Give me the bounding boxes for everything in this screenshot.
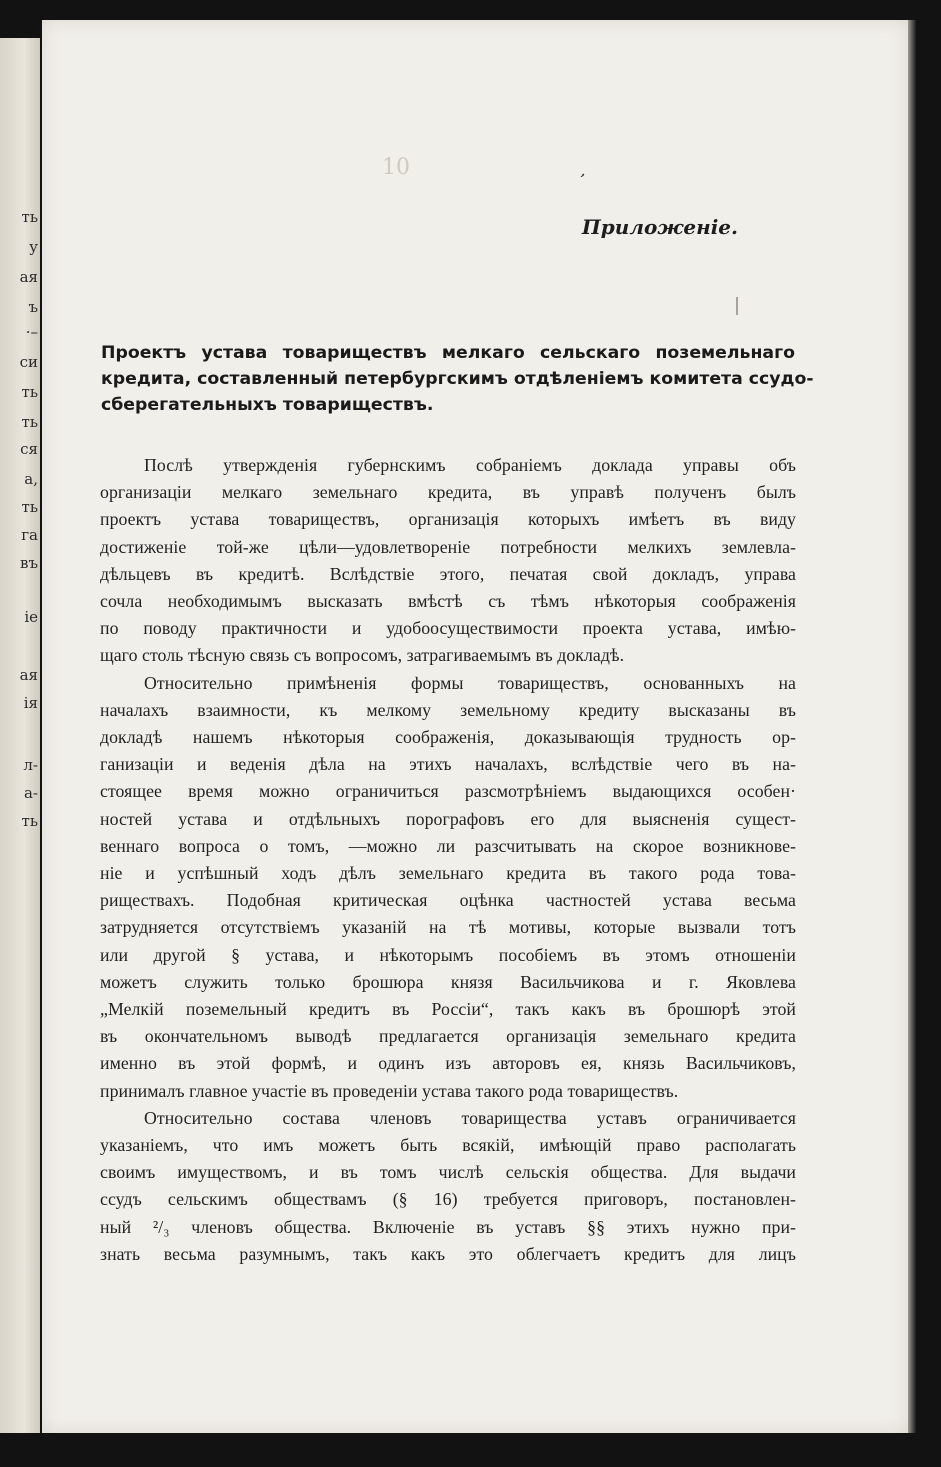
adjacent-page-fragment: ·– <box>25 323 38 341</box>
text-line: сочла необходимымъ высказать вмѣстѣ съ тѣмъ нѣкоторыя соображенія <box>100 591 796 612</box>
title-line: Проектъ устава товариществъ мелкаго сельскаго поземельнаго <box>101 343 795 363</box>
text-line: веннаго вопроса о томъ, —можно ли разсчитывать на скорое возникнове- <box>100 835 796 856</box>
text-line: принималъ главное участіе въ проведеніи устава такого рода товариществъ. <box>100 1080 679 1101</box>
adjacent-page-fragment: а- <box>23 784 38 802</box>
text-line: указаніемъ, что имъ можетъ быть всякій, имѣющій право располагать <box>100 1135 796 1156</box>
adjacent-page-edge <box>0 38 40 1433</box>
adjacent-page-fragment: ть <box>21 498 38 516</box>
text-line: въ окончательномъ выводѣ предлагается организація земельнаго кредита <box>100 1026 796 1047</box>
text-line: проектъ устава товариществъ, организація которыхъ имѣетъ въ виду <box>100 509 796 530</box>
adjacent-page-fragment: ть <box>21 383 38 401</box>
adjacent-page-fragment: въ <box>20 554 38 572</box>
page-edge-shadow <box>908 20 916 1433</box>
text-line: Относительно состава членовъ товарищества уставъ ограничивается <box>144 1107 796 1128</box>
body-text <box>100 452 796 1268</box>
adjacent-page-fragment: ая <box>19 666 38 684</box>
text-line: по поводу практичности и удобоосуществимости проекта устава, имѣю- <box>100 618 796 639</box>
page-number: 10 <box>382 155 410 180</box>
text-line: щаго столь тѣсную связь съ вопросомъ, затрагиваемымъ въ докладѣ. <box>100 645 625 666</box>
text-line: достиженіе той-же цѣли—удовлетвореніе потребности мелкихъ землевла- <box>100 536 796 557</box>
page-header-appendix: Приложеніе. <box>581 215 738 239</box>
document-page <box>42 20 908 1433</box>
ink-mark: ʼ <box>574 169 587 190</box>
adjacent-page-fragment: ся <box>20 440 38 458</box>
adjacent-page-fragment: ая <box>19 268 38 286</box>
adjacent-page-fragment: ть <box>21 812 38 830</box>
text-line: стоящее время можно ограничиться разсмотрѣніемъ выдающихся особен· <box>100 781 796 802</box>
paragraph <box>100 452 796 670</box>
title-line: кредита, составленный петербургскимъ отдѣленіемъ комитета ссудо- <box>101 369 814 389</box>
adjacent-page-fragment: а, <box>24 470 38 488</box>
text-line: докладѣ нашемъ нѣкоторыя соображенія, доказывающія трудность ор- <box>100 727 796 748</box>
adjacent-page-fragment: у <box>29 238 38 256</box>
text-line: Относительно примѣненія формы товариществъ, основанныхъ на <box>144 672 796 693</box>
adjacent-page-fragment: іе <box>24 608 38 626</box>
text-line: ніе и успѣшный ходъ дѣлъ земельнаго кредита въ такого рода това- <box>100 863 796 884</box>
text-line: ссудъ сельскимъ обществамъ (§ 16) требуется приговоръ, постановлен- <box>100 1189 796 1210</box>
adjacent-page-fragment: л- <box>23 756 38 774</box>
text-line: Послѣ утвержденія губернскимъ собраніемъ доклада управы объ <box>144 455 796 475</box>
text-line: или другой § устава, и нѣкоторымъ пособіемъ въ этомъ отношеніи <box>100 944 796 965</box>
adjacent-page-fragment: га <box>21 526 38 544</box>
margin-mark <box>736 297 738 315</box>
text-line: затрудняется отсутствіемъ указаній на тѣ мотивы, которые вызвали тотъ <box>100 917 796 938</box>
text-line: можетъ служить только брошюра князя Васильчикова и г. Яковлева <box>100 971 796 992</box>
text-line: ганизаціи и веденія дѣла на этихъ началахъ, вслѣдствіе чего въ на- <box>100 754 796 775</box>
adjacent-page-fragment: ъ <box>28 298 38 316</box>
adjacent-page-fragment: си <box>19 353 38 371</box>
adjacent-page-fragment: ія <box>23 694 38 712</box>
text-line: риществахъ. Подобная критическая оцѣнка частностей устава весьма <box>100 890 796 911</box>
paragraph <box>100 670 796 1105</box>
text-line: „Мелкій поземельный кредитъ въ Россіи“, такъ какъ въ брошюрѣ этой <box>100 999 796 1020</box>
text-line: знать весьма разумнымъ, такъ какъ это облегчаетъ кредитъ для лицъ <box>100 1243 796 1264</box>
title-line: сберегательныхъ товариществъ. <box>101 395 434 415</box>
section-title <box>101 340 814 418</box>
text-line: началахъ взаимности, къ мелкому земельному кредиту высказаны въ <box>100 699 796 720</box>
text-line: организаціи мелкаго земельнаго кредита, въ управѣ полученъ былъ <box>100 482 796 503</box>
text-line: ностей устава и отдѣльныхъ порографовъ его для выясненія сущест- <box>100 808 796 829</box>
text-line: дѣльцевъ въ кредитѣ. Вслѣдствіе этого, печатая свой докладъ, управа <box>100 563 796 584</box>
paragraph <box>100 1105 796 1268</box>
text-line: своимъ имуществомъ, и въ томъ числѣ сельскія общества. Для выдачи <box>100 1162 796 1183</box>
adjacent-page-fragment: ть <box>21 413 38 431</box>
text-line: именно въ этой формѣ, и одинъ изъ авторовъ ея, князь Васильчиковъ, <box>100 1053 796 1074</box>
text-line: ный ²/₃ членовъ общества. Включеніе въ уставъ §§ этихъ нужно при- <box>100 1216 796 1237</box>
adjacent-page-fragment: ть <box>21 208 38 226</box>
